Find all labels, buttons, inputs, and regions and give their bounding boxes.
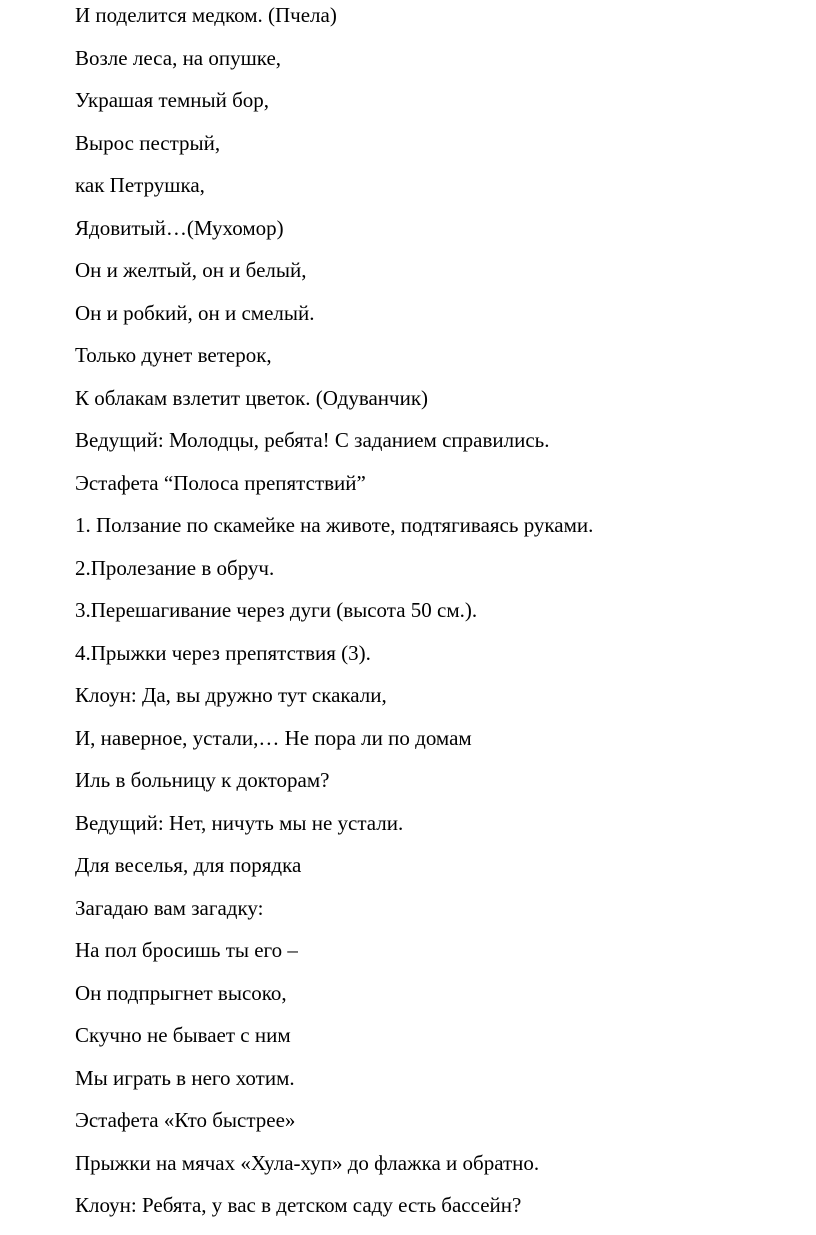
- text-line: 3.Перешагивание через дуги (высота 50 см.).: [75, 598, 478, 622]
- document-text: [75, 2, 795, 1235]
- text-line: как Петрушка,: [75, 173, 205, 197]
- text-line: И, наверное, устали,… Не пора ли по домам: [75, 725, 472, 750]
- text-line: 1. Ползание по скамейке на животе, подтягиваясь руками.: [75, 513, 594, 537]
- text-line: Только дунет ветерок,: [75, 343, 272, 367]
- text-line: Клоун: Ребята, у вас в детском саду есть бассейн?: [75, 1193, 522, 1217]
- text-line: Он и желтый, он и белый,: [75, 258, 307, 282]
- text-line: И поделится медком. (Пчела): [75, 3, 337, 27]
- text-line: Ядовитый…(Мухомор): [75, 215, 284, 240]
- text-line: Ведущий: Молодцы, ребята! С заданием справились.: [75, 428, 550, 452]
- text-line: Прыжки на мячах «Хула-хуп» до флажка и обратно.: [75, 1150, 540, 1175]
- text-line: Загадаю вам загадку:: [75, 895, 264, 920]
- text-line: Украшая темный бор,: [75, 88, 270, 112]
- text-line: Эстафета «Кто быстрее»: [75, 1108, 296, 1132]
- text-line: Он и робкий, он и смелый.: [75, 300, 315, 325]
- text-line: Мы играть в него хотим.: [75, 1065, 295, 1090]
- text-line: Вырос пестрый,: [75, 130, 221, 155]
- text-line: Ведущий: Нет, ничуть мы не устали.: [75, 810, 404, 835]
- text-line: Клоун: Да, вы дружно тут скакали,: [75, 683, 387, 707]
- text-line: Скучно не бывает с ним: [75, 1023, 291, 1047]
- text-line: Возле леса, на опушке,: [75, 45, 282, 70]
- text-line: 4.Прыжки через препятствия (3).: [75, 640, 371, 665]
- text-line: На пол бросишь ты его –: [75, 938, 298, 962]
- text-line: Он подпрыгнет высоко,: [75, 980, 287, 1005]
- text-line: Для веселья, для порядка: [75, 853, 302, 877]
- text-line: 2.Пролезание в обруч.: [75, 555, 275, 580]
- text-line: Эстафета “Полоса препятствий”: [75, 470, 366, 495]
- text-line: Иль в больницу к докторам?: [75, 768, 330, 792]
- text-line: К облакам взлетит цветок. (Одуванчик): [75, 385, 429, 410]
